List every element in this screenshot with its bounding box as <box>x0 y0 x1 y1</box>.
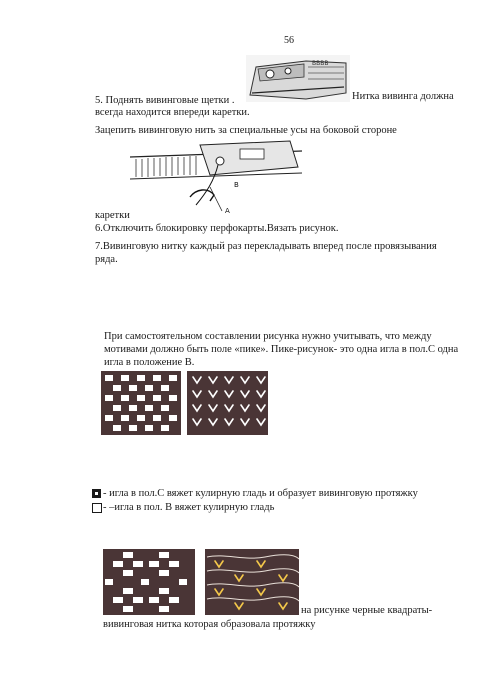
para-line2: мотивами должно быть поле «пике». Пике-рисунок- это одна игла в пол.С одна <box>104 344 459 355</box>
checkerboard-swatch <box>101 371 181 435</box>
float-swatch <box>205 549 299 615</box>
caption-line1: на рисунке черные квадраты- <box>301 605 433 616</box>
step6: 6.Отключить блокировку перфокарты.Вязать рисунок. <box>95 223 339 234</box>
caption-line2: вивинговая нитка которая образовала протяжку <box>103 619 316 630</box>
motif-swatch <box>103 549 195 615</box>
legend-dark-square-icon <box>92 489 101 498</box>
diagram-label-b: B <box>234 181 239 189</box>
step5-line1a: 5. Поднять вивинговые щетки . <box>95 95 235 106</box>
legend-position-c: - игла в пол.С вяжет кулирную гладь и образует вивинговую протяжку <box>103 488 418 499</box>
page-number: 56 <box>284 35 294 46</box>
para-line3: игла в положение В. <box>104 357 195 368</box>
carriage-brush-illustration <box>246 55 350 102</box>
carriage-yarn-diagram <box>130 137 302 217</box>
step5-line1b: Нитка вивинга должна <box>352 91 454 102</box>
svg-text:ВВВВ: ВВВВ <box>312 60 329 67</box>
step7-line1: 7.Вивинговую нитку каждый раз перекладывать вперед после провязывания <box>95 241 437 252</box>
carriage-word: каретки <box>95 210 130 221</box>
diagram-label-a: A <box>225 207 230 215</box>
stitch-swatch <box>187 371 268 435</box>
legend-light-square-icon <box>92 503 102 513</box>
step7-line2: ряда. <box>95 254 118 265</box>
hook-instruction: Зацепить вивинговую нить за специальные усы на боковой стороне <box>95 125 397 136</box>
step5-line2: всегда находится впереди каретки. <box>95 107 250 118</box>
para-line1: При самостоятельном составлении рисунка нужно учитывать, что между <box>104 331 432 342</box>
legend-position-b: - –игла в пол. В вяжет кулирную гладь <box>103 502 275 513</box>
